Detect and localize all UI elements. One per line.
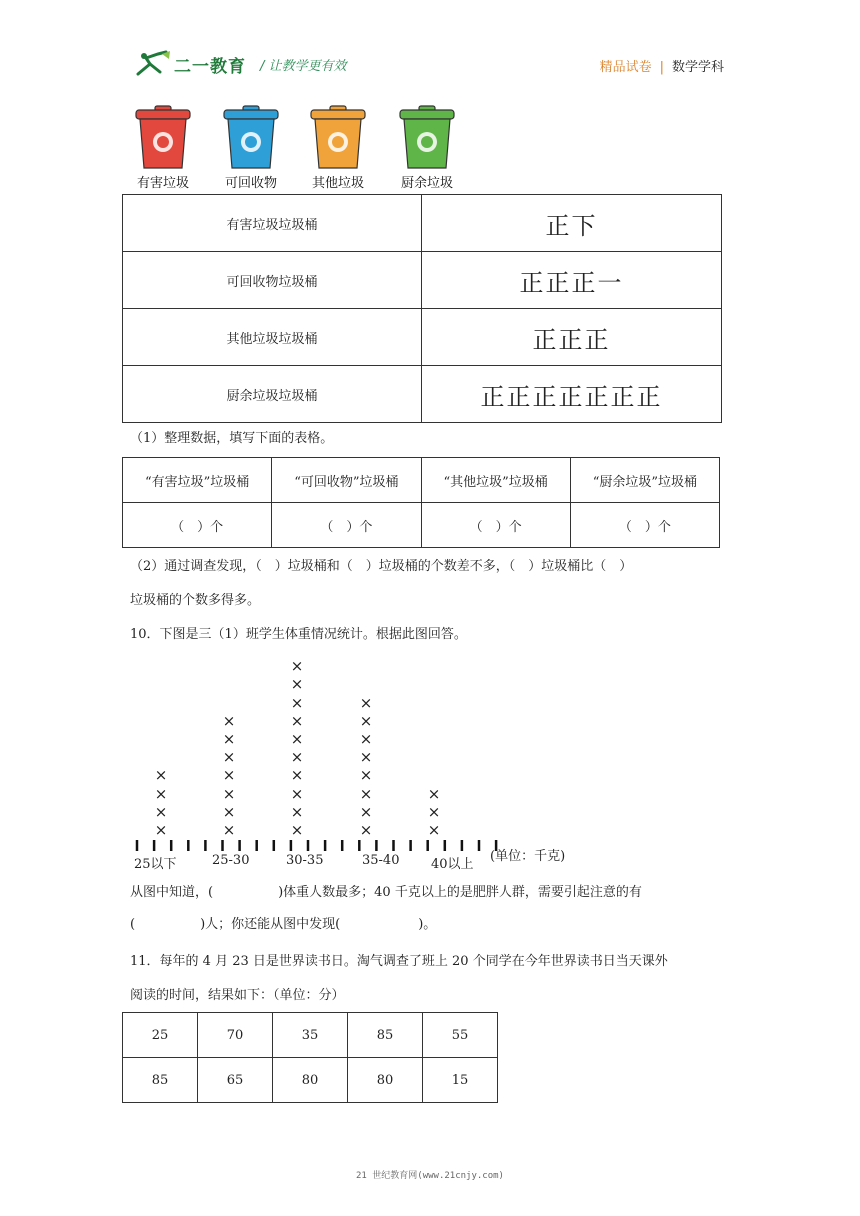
trash-bin-icon xyxy=(133,104,193,170)
trash-bin-icon xyxy=(221,104,281,170)
data-point-mark: × xyxy=(222,802,236,821)
data-point-mark: × xyxy=(359,766,373,785)
data-point-mark: × xyxy=(427,784,441,803)
tally-bin-name: 可回收物垃圾桶 xyxy=(123,252,422,309)
data-point-mark: × xyxy=(290,802,304,821)
q10-answer-line2: ( )人；你还能从图中发现( )。 xyxy=(130,917,437,932)
brand-name: 二一教育 xyxy=(174,56,246,77)
category-label: 30-35 xyxy=(286,853,324,868)
data-point-mark: × xyxy=(359,693,373,712)
data-point-mark: × xyxy=(222,730,236,748)
tally-row xyxy=(123,252,722,309)
data-point-mark: × xyxy=(290,730,304,748)
brand-logo xyxy=(136,50,347,78)
tally-marks: 正下 xyxy=(422,195,722,252)
weight-line-plot xyxy=(120,650,600,875)
data-point-mark: × xyxy=(222,748,236,767)
tally-marks: 正正正正正正正 xyxy=(422,366,722,423)
trash-bin-icon xyxy=(308,104,368,170)
data-point-mark: × xyxy=(154,821,168,839)
data-point-mark: × xyxy=(290,675,304,694)
reading-time-cell: 15 xyxy=(423,1058,498,1103)
data-point-mark: × xyxy=(154,802,168,821)
fill-answer-cell[interactable]: （ ）个 xyxy=(570,503,719,548)
data-point-mark: × xyxy=(290,711,304,730)
data-point-mark: × xyxy=(359,784,373,803)
tally-row xyxy=(123,195,722,252)
data-point-mark: × xyxy=(154,766,168,785)
q11-line1: 11．每年的 4 月 23 日是世界读书日。淘气调查了班上 20 个同学在今年世界读书日当天课外 xyxy=(130,954,668,969)
runner-logo-icon xyxy=(136,50,172,78)
header-meta xyxy=(600,56,724,75)
tally-bin-name: 有害垃圾垃圾桶 xyxy=(123,195,422,252)
data-point-mark: × xyxy=(290,766,304,785)
page-footer: 21 世纪教育网(www.21cnjy.com) xyxy=(356,1171,504,1181)
q10-prompt: 10．下图是三（1）班学生体重情况统计。根据此图回答。 xyxy=(130,627,467,642)
data-point-mark: × xyxy=(290,693,304,712)
q2-line2: 垃圾桶的个数多得多。 xyxy=(130,593,261,608)
data-point-mark: × xyxy=(290,784,304,803)
reading-time-cell: 65 xyxy=(198,1058,273,1103)
data-point-mark: × xyxy=(154,784,168,803)
data-point-mark: × xyxy=(359,711,373,730)
header-separator: | xyxy=(659,60,664,75)
trash-bin-2 xyxy=(216,104,286,191)
trash-bin-3 xyxy=(303,104,373,191)
data-point-mark: × xyxy=(359,802,373,821)
q2-line1: （2）通过调查发现，（ ）垃圾桶和（ ）垃圾桶的个数差不多，（ ）垃圾桶比（ ） xyxy=(130,559,633,574)
fill-header-cell: “可回收物”垃圾桶 xyxy=(272,458,421,503)
trash-bin-4 xyxy=(392,104,462,191)
q1-fill-table xyxy=(122,457,720,548)
trash-bin-label: 厨余垃圾 xyxy=(400,176,453,191)
table-row xyxy=(123,1058,498,1103)
reading-time-cell: 25 xyxy=(123,1013,198,1058)
category-label: 25以下 xyxy=(134,857,177,872)
category-label: 40以上 xyxy=(431,857,474,872)
tally-bin-name: 厨余垃圾垃圾桶 xyxy=(123,366,422,423)
subject-label: 数学学科 xyxy=(671,60,724,75)
data-point-mark: × xyxy=(290,748,304,767)
reading-time-cell: 80 xyxy=(348,1058,423,1103)
tally-table xyxy=(122,194,722,423)
category-label: 25-30 xyxy=(212,853,250,868)
reading-time-cell: 35 xyxy=(273,1013,348,1058)
tally-row xyxy=(123,366,722,423)
data-point-mark: × xyxy=(427,802,441,821)
reading-time-cell: 85 xyxy=(123,1058,198,1103)
data-point-mark: × xyxy=(222,766,236,785)
data-point-mark: × xyxy=(222,821,236,839)
fill-answer-cell[interactable]: （ ）个 xyxy=(123,503,272,548)
q10-answer-line1: 从图中知道，( )体重人数最多；40 千克以上的是肥胖人群，需要引起注意的有 xyxy=(130,885,642,900)
fill-header-cell: “厨余垃圾”垃圾桶 xyxy=(570,458,719,503)
data-point-mark: × xyxy=(359,730,373,748)
data-point-mark: × xyxy=(222,711,236,730)
tally-marks: 正正正一 xyxy=(422,252,722,309)
tally-bin-name: 其他垃圾垃圾桶 xyxy=(123,309,422,366)
table-row xyxy=(123,1013,498,1058)
trash-bin-label: 可回收物 xyxy=(224,176,277,191)
tally-marks: 正正正 xyxy=(422,309,722,366)
reading-time-table xyxy=(122,1012,498,1103)
trash-bins xyxy=(128,104,468,196)
q11-line2: 阅读的时间，结果如下：（单位：分） xyxy=(130,988,345,1003)
fill-header-cell: “有害垃圾”垃圾桶 xyxy=(123,458,272,503)
data-point-mark: × xyxy=(427,821,441,839)
data-point-mark: × xyxy=(290,657,304,676)
trash-bin-label: 有害垃圾 xyxy=(136,176,189,191)
fill-answer-cell[interactable]: （ ）个 xyxy=(272,503,421,548)
reading-time-cell: 55 xyxy=(423,1013,498,1058)
data-point-mark: × xyxy=(290,821,304,839)
paper-tag: 精品试卷 xyxy=(599,60,652,75)
q1-prompt: （1）整理数据，填写下面的表格。 xyxy=(130,431,334,446)
data-point-mark: × xyxy=(359,821,373,839)
trash-bin-label: 其他垃圾 xyxy=(311,176,364,191)
fill-answer-cell[interactable]: （ ）个 xyxy=(421,503,570,548)
trash-bin-1 xyxy=(128,104,198,191)
brand-slogan: / 让教学更有效 xyxy=(260,58,347,74)
reading-time-cell: 80 xyxy=(273,1058,348,1103)
data-point-mark: × xyxy=(222,784,236,803)
fill-header-cell: “其他垃圾”垃圾桶 xyxy=(421,458,570,503)
category-label: 35-40 xyxy=(362,853,400,868)
reading-time-cell: 70 xyxy=(198,1013,273,1058)
data-point-mark: × xyxy=(359,748,373,767)
unit-label: (单位：千克) xyxy=(490,849,566,864)
tally-row xyxy=(123,309,722,366)
trash-bin-icon xyxy=(397,104,457,170)
reading-time-cell: 85 xyxy=(348,1013,423,1058)
